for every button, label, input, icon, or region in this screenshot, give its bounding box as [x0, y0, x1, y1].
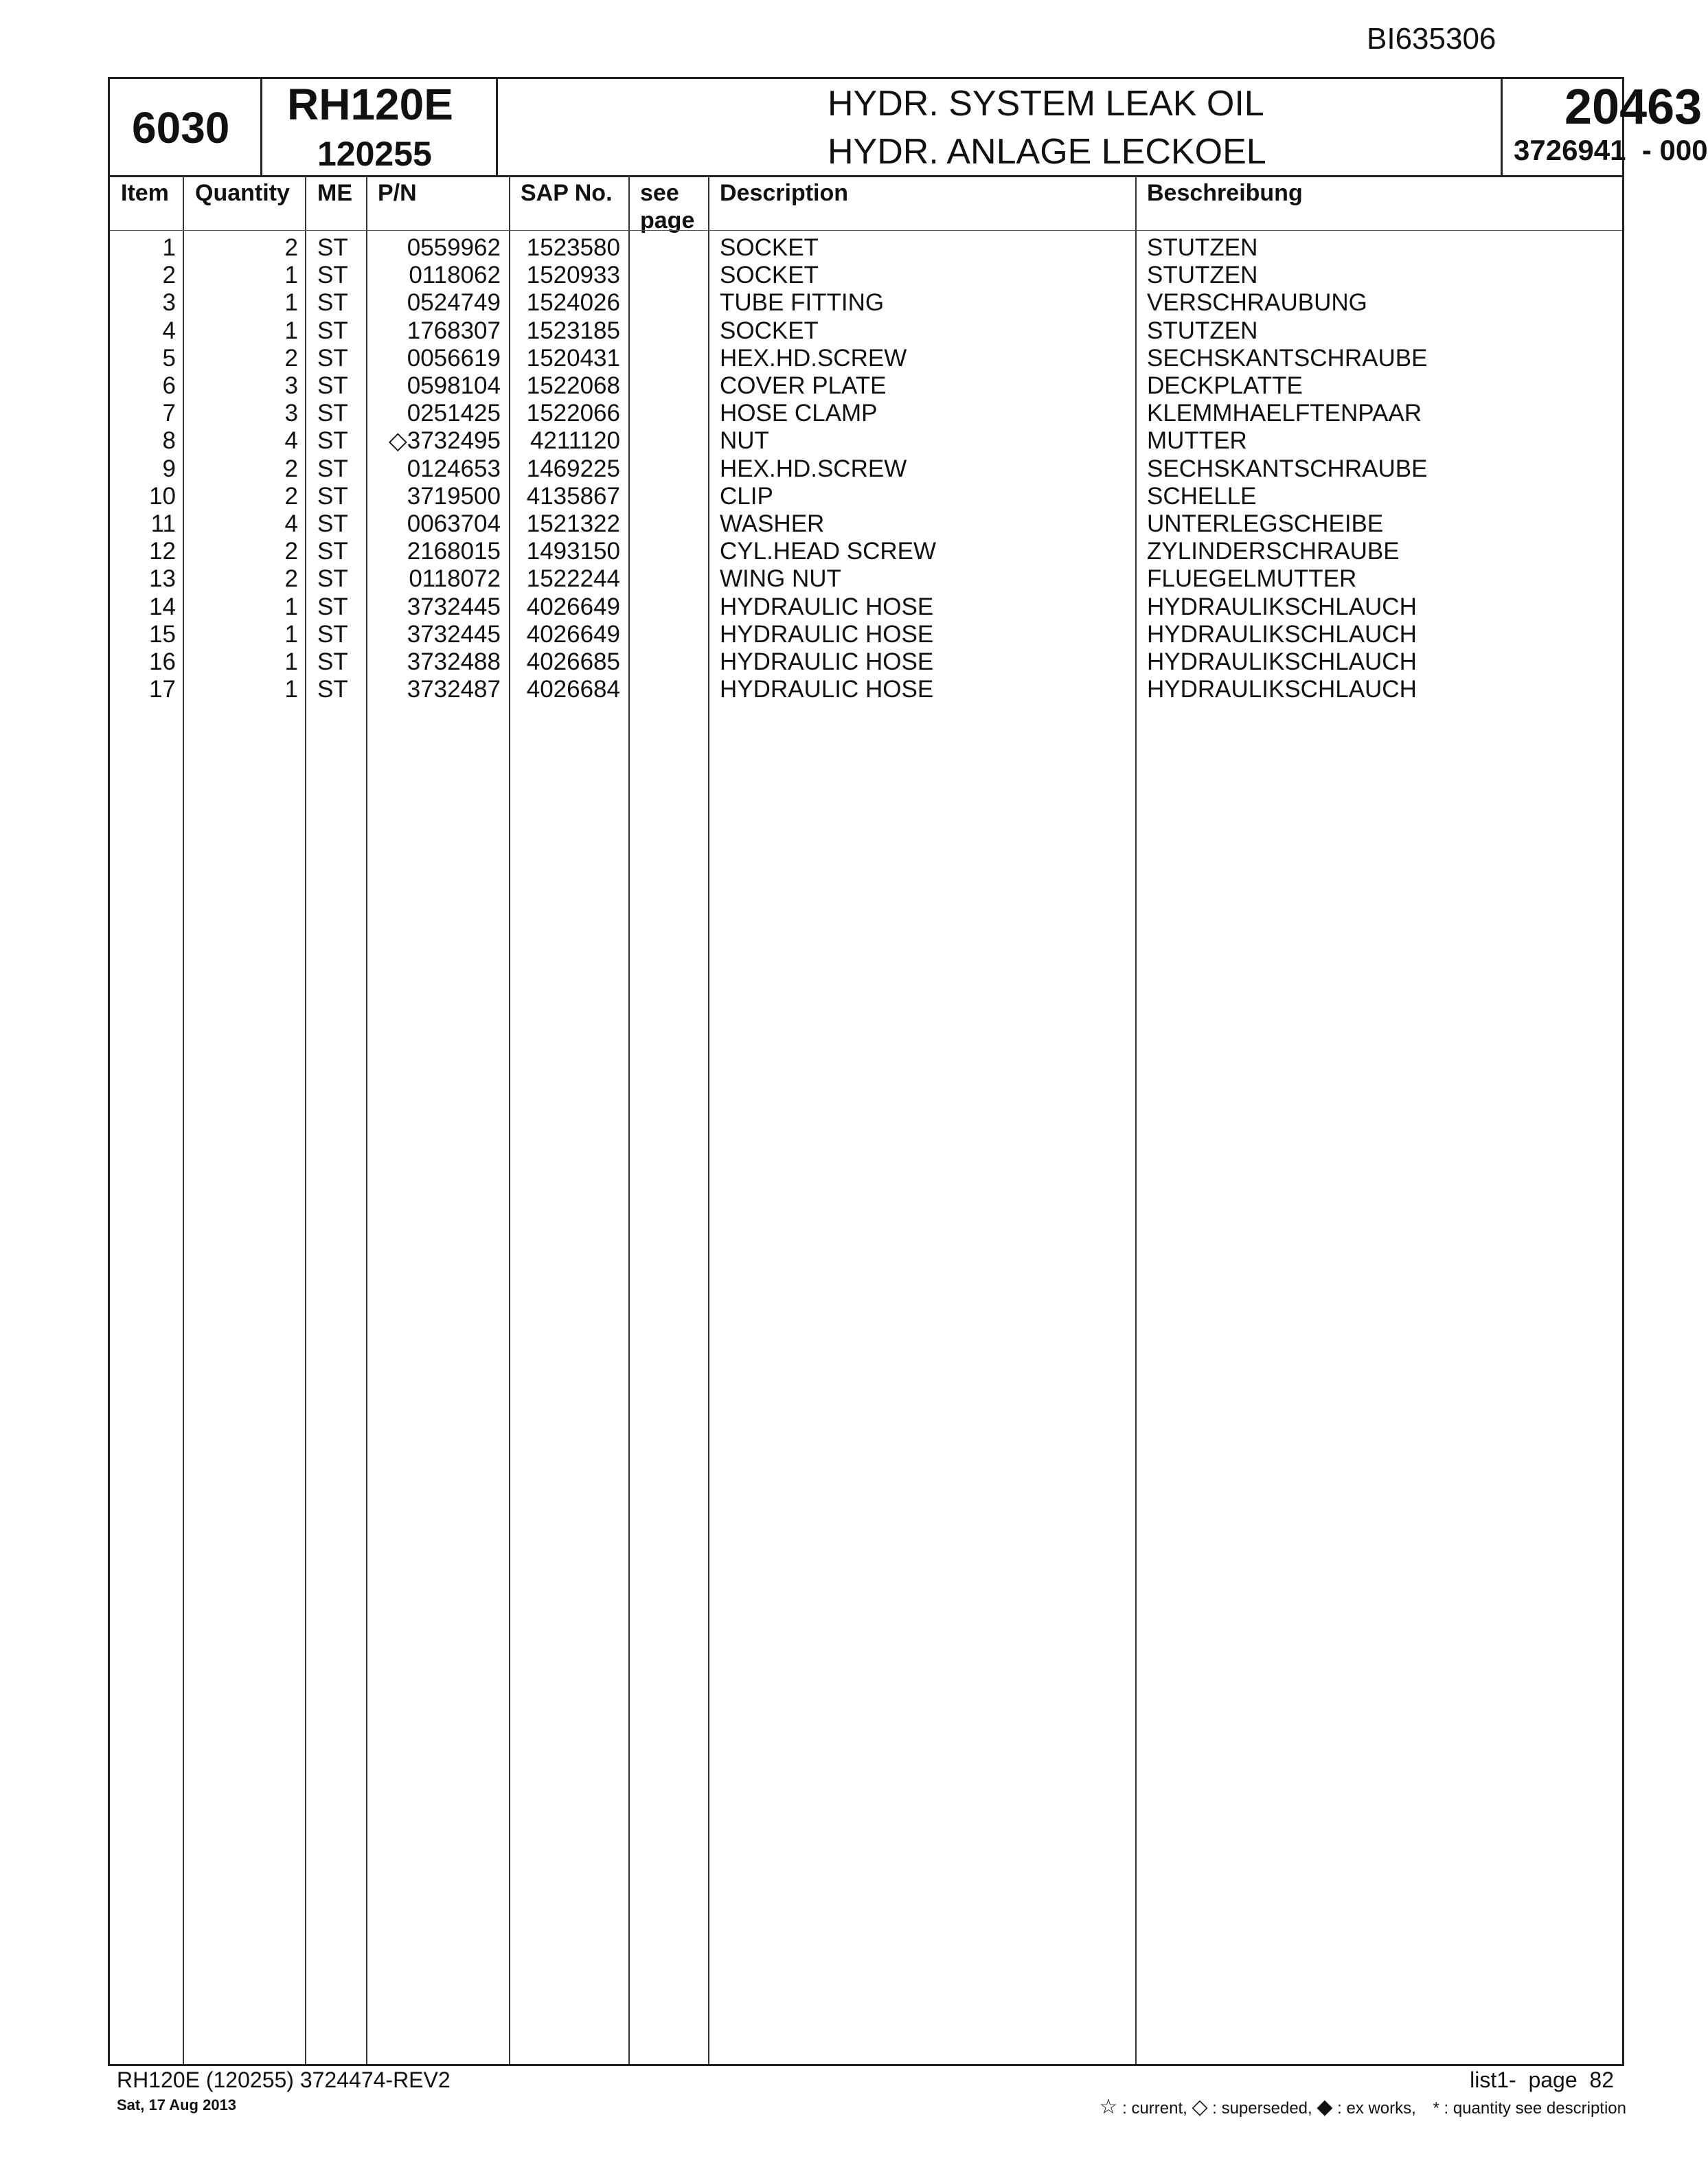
cell-sap-number: 1523185 — [526, 317, 620, 344]
cell-sap-number: 4211120 — [530, 427, 620, 455]
cell-item: 12 — [149, 538, 176, 565]
cell-me: ST — [317, 510, 348, 537]
cell-part-number: 0524749 — [407, 289, 501, 317]
cell-sap-number: 4026684 — [526, 676, 620, 703]
cell-quantity: 1 — [284, 262, 298, 289]
cell-description: HYDRAULIC HOSE — [720, 676, 934, 703]
cell-description: WASHER — [720, 510, 825, 537]
cell-description: COVER PLATE — [720, 372, 887, 399]
cell-description: HEX.HD.SCREW — [720, 344, 907, 372]
cell-quantity: 1 — [284, 676, 298, 703]
cell-item: 14 — [149, 593, 176, 620]
cell-item: 15 — [149, 620, 176, 648]
cell-quantity: 2 — [284, 538, 298, 565]
cell-beschreibung: HYDRAULIKSCHLAUCH — [1147, 593, 1417, 620]
cell-me: ST — [317, 593, 348, 620]
legend-ex-works-text: : ex works, — [1337, 2099, 1416, 2118]
cell-description: CLIP — [720, 482, 773, 510]
model-cell — [262, 79, 498, 175]
symbol-legend — [1100, 2095, 1626, 2119]
cell-quantity: 2 — [284, 455, 298, 482]
cell-quantity: 1 — [284, 648, 298, 675]
header-divider — [110, 175, 1622, 177]
table-row — [110, 593, 1622, 621]
cell-sap-number: 4135867 — [526, 482, 620, 510]
cell-quantity: 1 — [284, 620, 298, 648]
cell-item: 5 — [162, 344, 176, 372]
document-id: BI635306 — [1367, 22, 1496, 56]
cell-sap-number: 1520933 — [526, 262, 620, 289]
cell-item: 13 — [149, 565, 176, 593]
column-header-pn: P/N — [378, 180, 417, 206]
cell-quantity: 4 — [284, 427, 298, 455]
page-number-cell — [1503, 79, 1708, 175]
cell-part-number: 0118072 — [409, 565, 501, 593]
cell-sap-number: 1522244 — [526, 565, 620, 593]
table-row — [110, 538, 1622, 565]
cell-sap-number: 1521322 — [526, 510, 620, 537]
cell-item: 8 — [162, 427, 176, 455]
model-serial: 120255 — [317, 135, 432, 173]
cell-item: 7 — [162, 400, 176, 427]
cell-quantity: 2 — [284, 234, 298, 261]
cell-description: SOCKET — [720, 262, 819, 289]
cell-quantity: 1 — [284, 317, 298, 344]
table-row — [110, 400, 1622, 427]
cell-description: SOCKET — [720, 317, 819, 344]
cell-description: SOCKET — [720, 234, 819, 261]
cell-me: ST — [317, 565, 348, 593]
cell-quantity: 1 — [284, 593, 298, 620]
column-header-sap: SAP No. — [521, 180, 613, 206]
cell-item: 4 — [162, 317, 176, 344]
cell-beschreibung: UNTERLEGSCHEIBE — [1147, 510, 1384, 537]
cell-item: 2 — [162, 262, 176, 289]
column-header-beschreibung: Beschreibung — [1147, 180, 1303, 206]
cell-part-number: 0124653 — [407, 455, 501, 482]
cell-quantity: 2 — [284, 344, 298, 372]
cell-beschreibung: VERSCHRAUBUNG — [1147, 289, 1367, 317]
cell-me: ST — [317, 620, 348, 648]
cell-me: ST — [317, 344, 348, 372]
cell-beschreibung: HYDRAULIKSCHLAUCH — [1147, 620, 1417, 648]
cell-part-number: 3732445 — [407, 593, 501, 620]
section-number: 6030 — [132, 103, 230, 152]
cell-part-number: 0251425 — [407, 400, 501, 427]
table-row — [110, 289, 1622, 317]
footer-doc-ref: RH120E (120255) 3724474-REV2 — [117, 2067, 451, 2092]
cell-sap-number: 1520431 — [526, 344, 620, 372]
column-header-divider — [110, 230, 1622, 231]
superseded-diamond-icon: ◇ — [1192, 2096, 1208, 2118]
cell-beschreibung: DECKPLATTE — [1147, 372, 1303, 399]
cell-description: HYDRAULIC HOSE — [720, 620, 934, 648]
drawing-number: 3726941 - 000 — [1514, 134, 1708, 166]
quantity-asterisk-icon: * — [1433, 2099, 1439, 2118]
cell-part-number: 0063704 — [407, 510, 501, 537]
cell-me: ST — [317, 372, 348, 399]
cell-me: ST — [317, 538, 348, 565]
cell-description: WING NUT — [720, 565, 841, 593]
parts-list-frame — [108, 77, 1708, 2066]
cell-beschreibung: SECHSKANTSCHRAUBE — [1147, 344, 1428, 372]
cell-sap-number: 1522068 — [526, 372, 620, 399]
cell-description: TUBE FITTING — [720, 289, 885, 317]
cell-me: ST — [317, 400, 348, 427]
section-number-cell — [110, 79, 262, 175]
cell-beschreibung: HYDRAULIKSCHLAUCH — [1147, 676, 1417, 703]
cell-item: 6 — [162, 372, 176, 399]
legend-current-text: : current, — [1122, 2099, 1187, 2118]
cell-beschreibung: STUTZEN — [1147, 262, 1258, 289]
cell-me: ST — [317, 427, 348, 455]
cell-beschreibung: HYDRAULIKSCHLAUCH — [1147, 648, 1417, 675]
table-row — [110, 262, 1622, 289]
cell-beschreibung: ZYLINDERSCHRAUBE — [1147, 538, 1400, 565]
column-header-me: ME — [317, 180, 352, 206]
cell-beschreibung: MUTTER — [1147, 427, 1247, 455]
cell-description: NUT — [720, 427, 769, 455]
cell-part-number: 3732445 — [407, 620, 501, 648]
cell-quantity: 3 — [284, 400, 298, 427]
cell-beschreibung: STUTZEN — [1147, 234, 1258, 261]
table-row — [110, 234, 1622, 262]
cell-me: ST — [317, 648, 348, 675]
cell-part-number: 3732487 — [407, 676, 501, 703]
column-header-description: Description — [720, 180, 849, 206]
cell-beschreibung: FLUEGELMUTTER — [1147, 565, 1357, 593]
legend-quantity-text: : quantity see description — [1444, 2099, 1626, 2118]
ex-works-diamond-icon: ◆ — [1317, 2096, 1333, 2118]
table-row — [110, 565, 1622, 593]
table-row — [110, 676, 1622, 703]
cell-me: ST — [317, 317, 348, 344]
cell-beschreibung: SECHSKANTSCHRAUBE — [1147, 455, 1428, 482]
column-header-see-page — [640, 179, 694, 234]
cell-part-number: 0056619 — [407, 344, 501, 372]
cell-sap-number: 4026649 — [526, 593, 620, 620]
cell-me: ST — [317, 262, 348, 289]
cell-description: HYDRAULIC HOSE — [720, 648, 934, 675]
cell-me: ST — [317, 289, 348, 317]
column-header-page: page — [640, 207, 695, 234]
cell-beschreibung: KLEMMHAELFTENPAAR — [1147, 400, 1422, 427]
cell-quantity: 3 — [284, 372, 298, 399]
table-row — [110, 483, 1622, 510]
table-row — [110, 317, 1622, 345]
cell-sap-number: 1493150 — [526, 538, 620, 565]
cell-description: HEX.HD.SCREW — [720, 455, 907, 482]
cell-quantity: 4 — [284, 510, 298, 537]
cell-item: 3 — [162, 289, 176, 317]
cell-description: HYDRAULIC HOSE — [720, 593, 934, 620]
cell-item: 9 — [162, 455, 176, 482]
column-header-item: Item — [121, 180, 169, 206]
cell-part-number: 3719500 — [407, 482, 501, 510]
cell-me: ST — [317, 482, 348, 510]
cell-item: 10 — [149, 482, 176, 510]
title-german: HYDR. ANLAGE LECKOEL — [828, 132, 1266, 172]
cell-part-number: 0598104 — [407, 372, 501, 399]
cell-me: ST — [317, 455, 348, 482]
cell-part-number: 1768307 — [407, 317, 501, 344]
cell-sap-number: 1522066 — [526, 400, 620, 427]
current-star-icon: ☆ — [1099, 2096, 1118, 2118]
cell-me: ST — [317, 676, 348, 703]
cell-item: 1 — [162, 234, 176, 261]
cell-quantity: 1 — [284, 289, 298, 317]
legend-superseded-text: : superseded, — [1212, 2099, 1312, 2118]
cell-sap-number: 1524026 — [526, 289, 620, 317]
footer-page-ref: list1- page 82 — [1470, 2067, 1614, 2092]
page-number: 20463 — [1564, 80, 1703, 135]
table-row — [110, 510, 1622, 538]
cell-description: CYL.HEAD SCREW — [720, 538, 937, 565]
cell-item: 17 — [149, 676, 176, 703]
cell-part-number: 3732488 — [407, 648, 501, 675]
model-name: RH120E — [287, 80, 453, 129]
cell-sap-number: 4026685 — [526, 648, 620, 675]
column-header-see: see — [640, 180, 679, 206]
table-row — [110, 345, 1622, 372]
cell-beschreibung: SCHELLE — [1147, 482, 1257, 510]
footer-date: Sat, 17 Aug 2013 — [117, 2096, 237, 2113]
cell-sap-number: 1469225 — [526, 455, 620, 482]
table-row — [110, 427, 1622, 455]
title-cell — [498, 79, 1503, 175]
table-row — [110, 648, 1622, 676]
cell-me: ST — [317, 234, 348, 261]
table-row — [110, 455, 1622, 483]
cell-sap-number: 1523580 — [526, 234, 620, 261]
cell-part-number: 0118062 — [409, 262, 501, 289]
column-header-quantity: Quantity — [195, 180, 290, 206]
cell-quantity: 2 — [284, 482, 298, 510]
cell-item: 16 — [149, 648, 176, 675]
cell-sap-number: 4026649 — [526, 620, 620, 648]
cell-item: 11 — [150, 510, 176, 537]
table-row — [110, 621, 1622, 648]
cell-quantity: 2 — [284, 565, 298, 593]
cell-beschreibung: STUTZEN — [1147, 317, 1258, 344]
cell-part-number: 2168015 — [407, 538, 501, 565]
cell-part-number: ◇3732495 — [388, 427, 501, 455]
cell-description: HOSE CLAMP — [720, 400, 878, 427]
table-row — [110, 372, 1622, 400]
cell-part-number: 0559962 — [407, 234, 501, 261]
title-english: HYDR. SYSTEM LEAK OIL — [828, 84, 1264, 124]
